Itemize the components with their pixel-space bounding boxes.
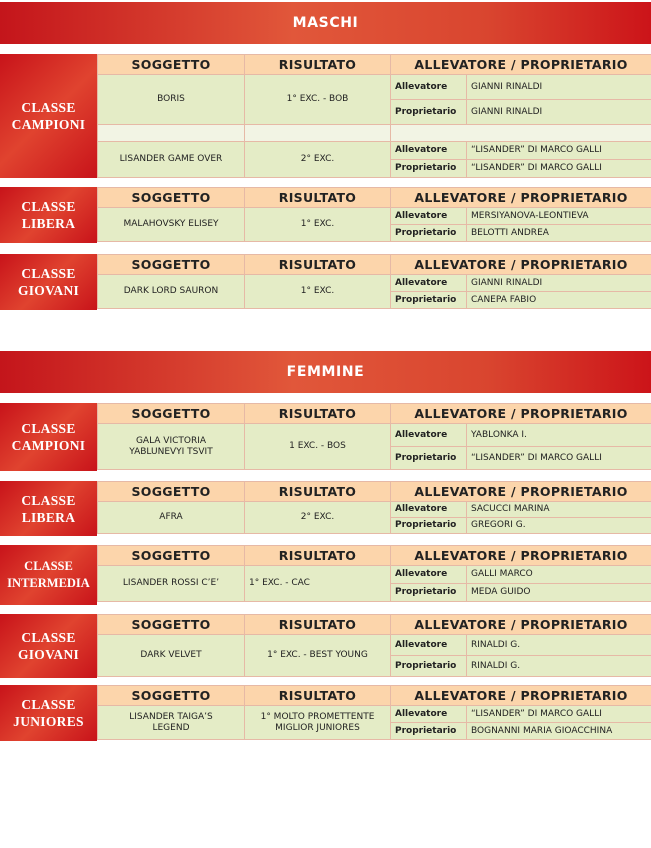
cell-soggetto: LISANDER GAME OVER <box>98 142 245 178</box>
results-table <box>97 254 651 309</box>
cell-proprietario: BELOTTI ANDREA <box>467 225 651 242</box>
empty-cell <box>245 125 391 142</box>
class-label: CLASSE JUNIORES <box>0 685 97 741</box>
empty-cell <box>391 125 651 142</box>
class-block-maschi-libera <box>0 187 651 243</box>
cell-risultato: 1 EXC. - BOS <box>245 424 391 470</box>
cell-allevatore: GIANNI RINALDI <box>467 75 651 100</box>
column-header-soggetto: SOGGETTO <box>98 188 245 208</box>
cell-proprietario: CANEPA FABIO <box>467 292 651 309</box>
cell-soggetto: DARK VELVET <box>98 635 245 677</box>
role-label-allevatore: Allevatore <box>391 75 467 100</box>
cell-risultato: 2° EXC. <box>245 142 391 178</box>
cell-soggetto <box>98 706 245 740</box>
role-label-allevatore: Allevatore <box>391 208 467 225</box>
cell-proprietario: “LISANDER” DI MARCO GALLI <box>467 160 651 178</box>
column-header-soggetto: SOGGETTO <box>98 686 245 706</box>
role-label-proprietario: Proprietario <box>391 100 467 125</box>
cell-allevatore: GALLI MARCO <box>467 566 651 584</box>
cell-soggetto: AFRA <box>98 502 245 534</box>
results-table <box>97 403 651 470</box>
column-header-allevatore-proprietario: ALLEVATORE / PROPRIETARIO <box>391 546 651 566</box>
cell-soggetto: MALAHOVSKY ELISEY <box>98 208 245 242</box>
role-label-allevatore: Allevatore <box>391 142 467 160</box>
column-header-soggetto: SOGGETTO <box>98 546 245 566</box>
cell-allevatore: “LISANDER” DI MARCO GALLI <box>467 142 651 160</box>
column-header-allevatore-proprietario: ALLEVATORE / PROPRIETARIO <box>391 255 651 275</box>
column-header-allevatore-proprietario: ALLEVATORE / PROPRIETARIO <box>391 55 651 75</box>
class-label: CLASSE CAMPIONI <box>0 54 97 178</box>
results-table <box>97 685 651 740</box>
column-header-risultato: RISULTATO <box>245 482 391 502</box>
role-label-proprietario: Proprietario <box>391 656 467 677</box>
role-label-proprietario: Proprietario <box>391 292 467 309</box>
role-label-proprietario: Proprietario <box>391 518 467 534</box>
soggetto-line: YABLUNEVYI TSVIT <box>129 446 213 457</box>
class-block-maschi-giovani <box>0 254 651 310</box>
column-header-soggetto: SOGGETTO <box>98 482 245 502</box>
role-label-allevatore: Allevatore <box>391 502 467 518</box>
column-header-risultato: RISULTATO <box>245 255 391 275</box>
class-label: CLASSE LIBERA <box>0 481 97 536</box>
column-header-risultato: RISULTATO <box>245 188 391 208</box>
soggetto-line: LEGEND <box>152 722 190 733</box>
class-block-femmine-intermedia <box>0 545 651 605</box>
class-label: CLASSE GIOVANI <box>0 614 97 678</box>
column-header-risultato: RISULTATO <box>245 615 391 635</box>
results-table <box>97 187 651 242</box>
column-header-risultato: RISULTATO <box>245 686 391 706</box>
cell-allevatore: SACUCCI MARINA <box>467 502 651 518</box>
role-label-allevatore: Allevatore <box>391 275 467 292</box>
cell-proprietario: GREGORI G. <box>467 518 651 534</box>
role-label-proprietario: Proprietario <box>391 447 467 470</box>
column-header-soggetto: SOGGETTO <box>98 55 245 75</box>
cell-risultato: 2° EXC. <box>245 502 391 534</box>
cell-proprietario: RINALDI G. <box>467 656 651 677</box>
cell-soggetto: DARK LORD SAURON <box>98 275 245 309</box>
cell-allevatore: MERSIYANOVA-LEONTIEVA <box>467 208 651 225</box>
class-block-femmine-giovani <box>0 614 651 678</box>
cell-risultato: 1° EXC. - CAC <box>245 566 391 602</box>
cell-soggetto: LISANDER ROSSI C’E’ <box>98 566 245 602</box>
class-block-femmine-libera <box>0 481 651 536</box>
risultato-line: 1° MOLTO PROMETTENTE <box>260 711 375 722</box>
class-label: CLASSE LIBERA <box>0 187 97 243</box>
class-block-maschi-campioni <box>0 54 651 178</box>
column-header-allevatore-proprietario: ALLEVATORE / PROPRIETARIO <box>391 404 651 424</box>
column-header-allevatore-proprietario: ALLEVATORE / PROPRIETARIO <box>391 188 651 208</box>
cell-risultato: 1° EXC. - BOB <box>245 75 391 125</box>
column-header-soggetto: SOGGETTO <box>98 615 245 635</box>
section-header-maschi: MASCHI <box>0 2 651 44</box>
cell-soggetto <box>98 424 245 470</box>
cell-soggetto: BORIS <box>98 75 245 125</box>
class-label: CLASSE CAMPIONI <box>0 403 97 471</box>
class-block-femmine-campioni <box>0 403 651 471</box>
column-header-risultato: RISULTATO <box>245 55 391 75</box>
cell-proprietario: “LISANDER” DI MARCO GALLI <box>467 447 651 470</box>
class-label: CLASSE INTERMEDIA <box>0 545 97 605</box>
results-table <box>97 545 651 602</box>
role-label-proprietario: Proprietario <box>391 723 467 740</box>
column-header-allevatore-proprietario: ALLEVATORE / PROPRIETARIO <box>391 482 651 502</box>
column-header-allevatore-proprietario: ALLEVATORE / PROPRIETARIO <box>391 615 651 635</box>
soggetto-line: GALA VICTORIA <box>135 435 207 446</box>
results-table <box>97 481 651 534</box>
column-header-allevatore-proprietario: ALLEVATORE / PROPRIETARIO <box>391 686 651 706</box>
risultato-line: MIGLIOR JUNIORES <box>275 722 360 733</box>
cell-allevatore: YABLONKA I. <box>467 424 651 447</box>
section-header-femmine: FEMMINE <box>0 351 651 393</box>
role-label-proprietario: Proprietario <box>391 584 467 602</box>
results-table <box>97 614 651 677</box>
cell-proprietario: GIANNI RINALDI <box>467 100 651 125</box>
cell-proprietario: MEDA GUIDO <box>467 584 651 602</box>
cell-risultato: 1° EXC. - BEST YOUNG <box>245 635 391 677</box>
role-label-proprietario: Proprietario <box>391 160 467 178</box>
empty-cell <box>98 125 245 142</box>
column-header-risultato: RISULTATO <box>245 404 391 424</box>
column-header-risultato: RISULTATO <box>245 546 391 566</box>
cell-allevatore: RINALDI G. <box>467 635 651 656</box>
cell-risultato <box>245 706 391 740</box>
column-header-soggetto: SOGGETTO <box>98 255 245 275</box>
cell-proprietario: BOGNANNI MARIA GIOACCHINA <box>467 723 651 740</box>
cell-allevatore: GIANNI RINALDI <box>467 275 651 292</box>
column-header-soggetto: SOGGETTO <box>98 404 245 424</box>
class-block-femmine-juniores <box>0 685 651 741</box>
role-label-allevatore: Allevatore <box>391 706 467 723</box>
soggetto-line: LISANDER TAIGA’S <box>129 711 213 722</box>
cell-risultato: 1° EXC. <box>245 208 391 242</box>
role-label-allevatore: Allevatore <box>391 566 467 584</box>
cell-allevatore: “LISANDER” DI MARCO GALLI <box>467 706 651 723</box>
role-label-proprietario: Proprietario <box>391 225 467 242</box>
cell-risultato: 1° EXC. <box>245 275 391 309</box>
results-table <box>97 54 651 178</box>
class-label: CLASSE GIOVANI <box>0 254 97 310</box>
role-label-allevatore: Allevatore <box>391 635 467 656</box>
role-label-allevatore: Allevatore <box>391 424 467 447</box>
